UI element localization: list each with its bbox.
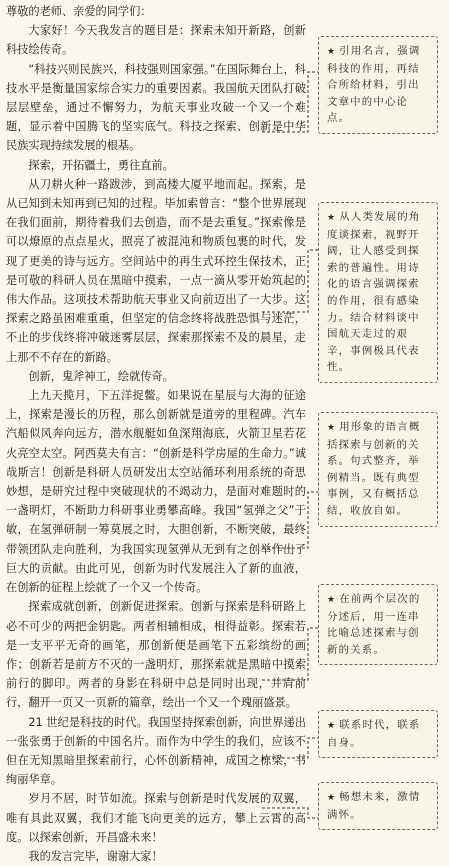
speech-paragraph: 创新，鬼斧神工，绘就传奇。 [28,369,174,383]
speech-paragraph: 从刀耕火种一路跋涉，到高楼大厦平地而起。探索，是从已知到未知再到已知的过程。毕加索曾言：“整个世界展现在我们面前，期待着我们去创造，而不是去重复。”探索像是可以燎原的点点星火，照亮了被混沌和物质包裹的时代，发现了更美的诗与远方。空间站中的再生式环控生保技术，正是可敬的科研人员在黑暗中摸索，一点一滴从零开始筑起的伟大作品。这项技术帮助航天事业又向前迈出了一大步。这探索之路虽困难重重，但坚定的信念终将战胜恐惧与迷茫，不止的步伐终将冲破迷雾层层，探索那探索不及的晨星，走上那不不存在的新路。 [6,177,306,364]
speech-paragraph: 上九天揽月，下五洋捉鳖。如果说在星辰与大海的征途上，探索是漫长的历程，那么创新就是道旁的里程碑。汽车汽船似风奔向远方，潜水舰艇如鱼深翔海底，火箭卫星若花火亮空太空。阿西莫夫有言：“创新是科学房屋的生命力。”诚哉斯言！创新是科研人员研发出太空站循环利用系统的奇思妙想，是研究过程中突破现状的不竭动力，是面对难题时的一盏明灯，不断助力科研事业勇攀高峰。我国“氢弹之父”于敏，在氢弹研制一筹莫展之时，大胆创新，不断突破，最终带领团队走向胜利，为我国实现氢弹从无到有之创举作出了巨大的贡献。由此可见，创新为时代发展注入了新的血液，在创新的征程上绘就了一个又一个传奇。 [6,389,306,595]
annotation-note [318,412,438,527]
star-icon: ★ [327,47,337,57]
star-icon: ★ [327,213,337,223]
annotation-text: 联系时代，联系自身。 [327,719,421,749]
annotation-note [318,782,438,830]
annotation-text: 畅想未来，激情满怀。 [327,791,421,821]
annotation-text: 用形象的语言概括探索与创新的关系。句式整齐，举例精当。既有典型事例，又有概括总结，收放自如。 [327,421,421,517]
speech-paragraph: 探索，开拓疆土，勇往直前。 [28,158,174,172]
annotation-note [318,202,438,383]
star-icon: ★ [327,423,337,433]
annotation-text: 从人类发展的角度谈探索，视野开阔，让人感受到探索的普遍性。用诗化的语言强调探索的作用，很有感染力。结合材料谈中国航天走过的艰辛，事例极具代表性。 [327,211,421,374]
speech-paragraph: 岁月不居，时节如流。探索与创新是时代发展的双翼，唯有具此双翼，我们才能飞向更美的远方，攀上云霄的高度。以探索创新，开昌盛未来！ [6,792,306,844]
star-icon: ★ [327,595,337,605]
speech-paragraph: 我的发言完毕，谢谢大家！ [28,849,163,863]
annotation-note [318,584,438,665]
speech-paragraph: 探索成就创新，创新促进探索。创新与探索是科研路上必不可少的两把金钥匙。两者相辅相成，相得益彰。探索若是一支平平无奇的画笔，那创新便是画笔下五彩缤纷的画作；创新若是前方不灭的一盏明灯，那探索就是黑暗中摸索前行的脚印。两者的身影在科研中总是同时出现，并肩前行，翻开一页又一页新的篇章，绘出一个又一个瑰丽盛景。 [6,600,306,710]
annotation-text: 引用名言，强调科技的作用，再结合所给材料，引出文章中的中心论点。 [327,45,421,125]
annotation-note [318,36,438,134]
annotation-text: 在前两个层次的分述后，用一连串比喻总述探索与创新的关系。 [327,593,421,656]
speech-greeting: 尊敬的老师、亲爱的同学们： [6,5,152,18]
star-icon: ★ [327,793,337,803]
annotation-note [318,710,438,758]
star-icon: ★ [327,721,337,731]
speech-paragraph: 21 世纪是科技的时代。我国坚持探索创新，向世界递出一张张勇于创新的中国名片。而作为中学生的我们，应该不但在无知黑暗里探索前行，心怀创新精神，成国之栋梁，书绚丽华章。 [6,715,306,787]
speech-paragraph: “科技兴则民族兴，科技强则国家强。”在国际舞台上，科技水平是衡量国家综合实力的重要因素。我国航天团队打破层层壁垒，通过不懈努力，为航天事业攻破一个又一个难题，显示着中国腾飞的坚实底气。科技之探索、创新是中华民族实现持续发展的根基。 [6,62,306,153]
speech-paragraph: 大家好！今天我发言的题目是：探索未知开新路，创新科技绘传奇。 [6,24,306,57]
annotation-column [318,0,444,836]
speech-text [6,2,306,866]
